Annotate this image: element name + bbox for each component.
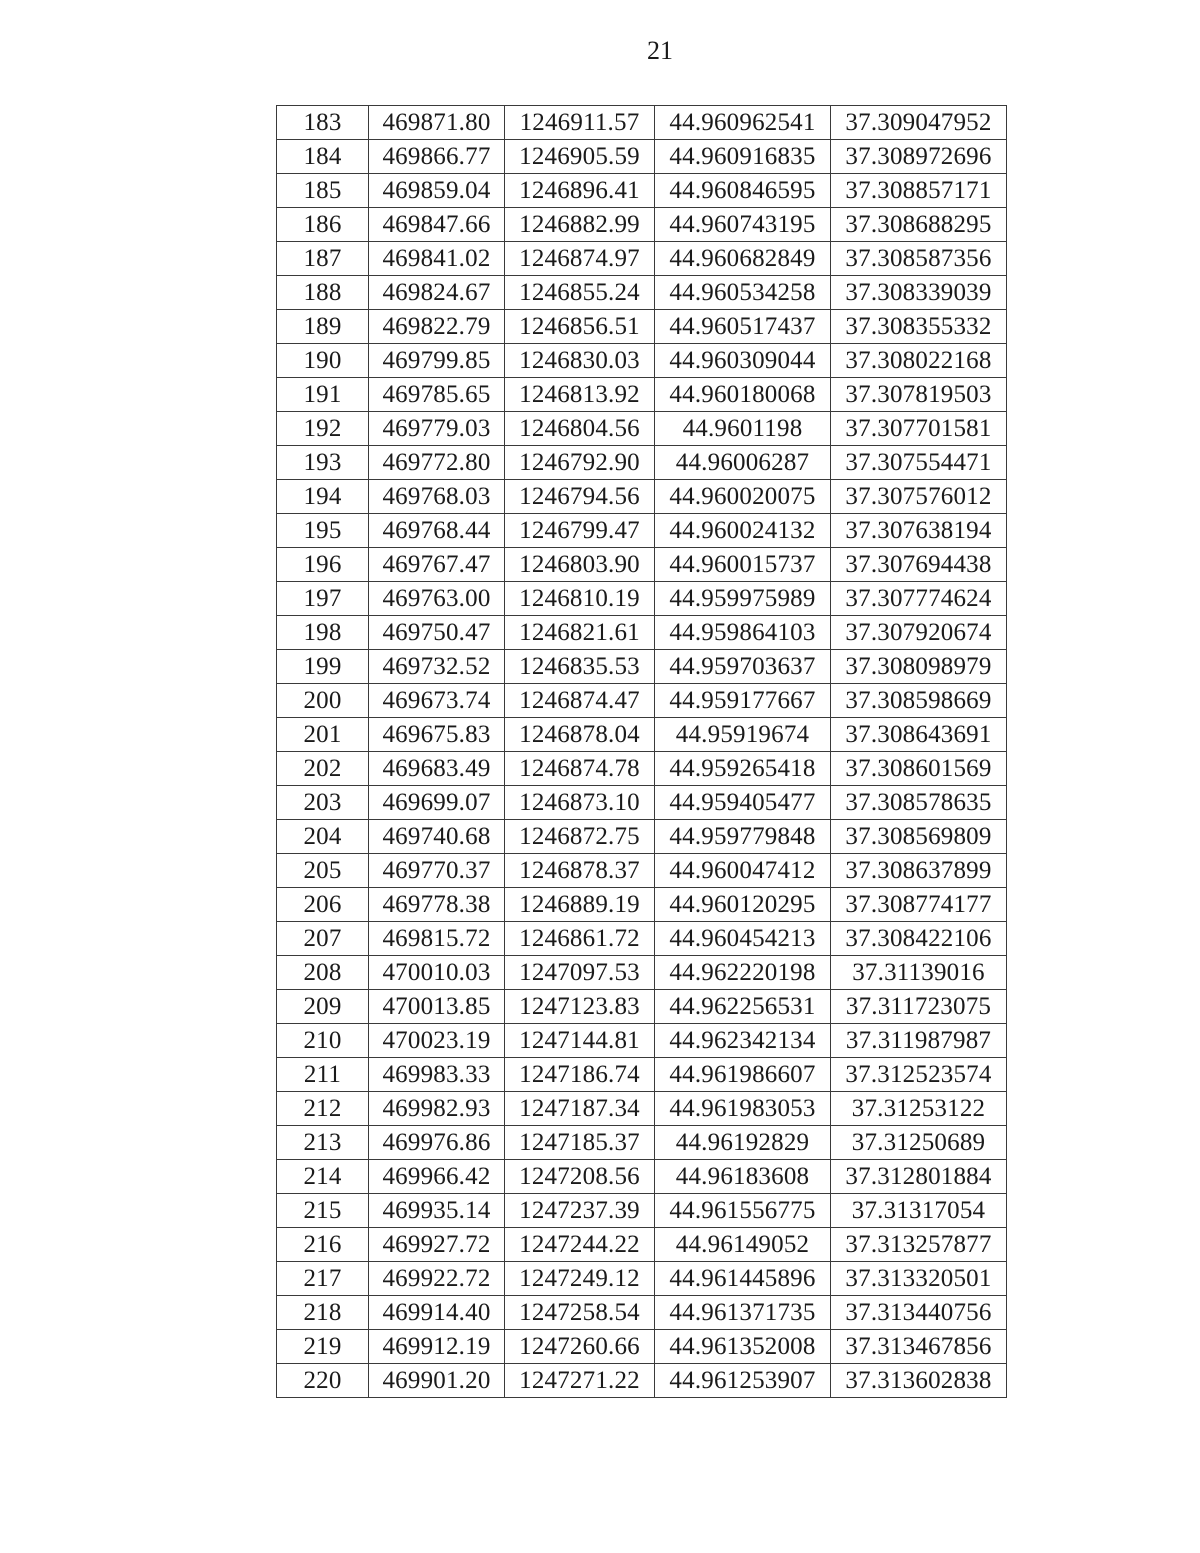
y-coordinate-cell: 1246889.19 bbox=[505, 888, 655, 922]
latitude-cell: 44.959703637 bbox=[655, 650, 831, 684]
point-number-cell: 200 bbox=[277, 684, 369, 718]
longitude-cell: 37.308857171 bbox=[831, 174, 1007, 208]
y-coordinate-cell: 1246810.19 bbox=[505, 582, 655, 616]
latitude-cell: 44.960024132 bbox=[655, 514, 831, 548]
x-coordinate-cell: 469779.03 bbox=[369, 412, 505, 446]
y-coordinate-cell: 1246874.97 bbox=[505, 242, 655, 276]
latitude-cell: 44.960916835 bbox=[655, 140, 831, 174]
table-row bbox=[277, 1160, 1007, 1194]
table-row bbox=[277, 1194, 1007, 1228]
y-coordinate-cell: 1247244.22 bbox=[505, 1228, 655, 1262]
x-coordinate-cell: 469966.42 bbox=[369, 1160, 505, 1194]
table-row bbox=[277, 1262, 1007, 1296]
point-number-cell: 218 bbox=[277, 1296, 369, 1330]
x-coordinate-cell: 469983.33 bbox=[369, 1058, 505, 1092]
y-coordinate-cell: 1246861.72 bbox=[505, 922, 655, 956]
y-coordinate-cell: 1247123.83 bbox=[505, 990, 655, 1024]
longitude-cell: 37.313320501 bbox=[831, 1262, 1007, 1296]
x-coordinate-cell: 469768.44 bbox=[369, 514, 505, 548]
table-row bbox=[277, 1364, 1007, 1398]
point-number-cell: 216 bbox=[277, 1228, 369, 1262]
table-row bbox=[277, 752, 1007, 786]
longitude-cell: 37.308972696 bbox=[831, 140, 1007, 174]
coordinates-table bbox=[276, 105, 1007, 1398]
x-coordinate-cell: 469767.47 bbox=[369, 548, 505, 582]
y-coordinate-cell: 1247185.37 bbox=[505, 1126, 655, 1160]
x-coordinate-cell: 470023.19 bbox=[369, 1024, 505, 1058]
x-coordinate-cell: 469859.04 bbox=[369, 174, 505, 208]
x-coordinate-cell: 469927.72 bbox=[369, 1228, 505, 1262]
x-coordinate-cell: 469799.85 bbox=[369, 344, 505, 378]
x-coordinate-cell: 469871.80 bbox=[369, 106, 505, 140]
table-row bbox=[277, 242, 1007, 276]
y-coordinate-cell: 1246794.56 bbox=[505, 480, 655, 514]
longitude-cell: 37.308569809 bbox=[831, 820, 1007, 854]
table-row bbox=[277, 276, 1007, 310]
longitude-cell: 37.313440756 bbox=[831, 1296, 1007, 1330]
longitude-cell: 37.312523574 bbox=[831, 1058, 1007, 1092]
x-coordinate-cell: 469901.20 bbox=[369, 1364, 505, 1398]
latitude-cell: 44.959405477 bbox=[655, 786, 831, 820]
x-coordinate-cell: 469772.80 bbox=[369, 446, 505, 480]
longitude-cell: 37.308578635 bbox=[831, 786, 1007, 820]
table-row bbox=[277, 106, 1007, 140]
y-coordinate-cell: 1246874.47 bbox=[505, 684, 655, 718]
x-coordinate-cell: 469866.77 bbox=[369, 140, 505, 174]
y-coordinate-cell: 1246813.92 bbox=[505, 378, 655, 412]
longitude-cell: 37.312801884 bbox=[831, 1160, 1007, 1194]
y-coordinate-cell: 1246855.24 bbox=[505, 276, 655, 310]
table-row bbox=[277, 480, 1007, 514]
latitude-cell: 44.960682849 bbox=[655, 242, 831, 276]
latitude-cell: 44.959779848 bbox=[655, 820, 831, 854]
latitude-cell: 44.962220198 bbox=[655, 956, 831, 990]
table-row bbox=[277, 378, 1007, 412]
table-row bbox=[277, 1058, 1007, 1092]
table-row bbox=[277, 888, 1007, 922]
page-number: 21 bbox=[647, 36, 673, 65]
y-coordinate-cell: 1246905.59 bbox=[505, 140, 655, 174]
longitude-cell: 37.308601569 bbox=[831, 752, 1007, 786]
x-coordinate-cell: 469699.07 bbox=[369, 786, 505, 820]
point-number-cell: 207 bbox=[277, 922, 369, 956]
point-number-cell: 219 bbox=[277, 1330, 369, 1364]
y-coordinate-cell: 1247097.53 bbox=[505, 956, 655, 990]
latitude-cell: 44.960309044 bbox=[655, 344, 831, 378]
y-coordinate-cell: 1246878.37 bbox=[505, 854, 655, 888]
longitude-cell: 37.308637899 bbox=[831, 854, 1007, 888]
point-number-cell: 215 bbox=[277, 1194, 369, 1228]
x-coordinate-cell: 469935.14 bbox=[369, 1194, 505, 1228]
longitude-cell: 37.31317054 bbox=[831, 1194, 1007, 1228]
table-row bbox=[277, 854, 1007, 888]
y-coordinate-cell: 1246835.53 bbox=[505, 650, 655, 684]
table-row bbox=[277, 1330, 1007, 1364]
longitude-cell: 37.31250689 bbox=[831, 1126, 1007, 1160]
longitude-cell: 37.308355332 bbox=[831, 310, 1007, 344]
table-row bbox=[277, 582, 1007, 616]
latitude-cell: 44.96183608 bbox=[655, 1160, 831, 1194]
latitude-cell: 44.959177667 bbox=[655, 684, 831, 718]
x-coordinate-cell: 469922.72 bbox=[369, 1262, 505, 1296]
longitude-cell: 37.308598669 bbox=[831, 684, 1007, 718]
table-row bbox=[277, 684, 1007, 718]
longitude-cell: 37.308587356 bbox=[831, 242, 1007, 276]
point-number-cell: 184 bbox=[277, 140, 369, 174]
latitude-cell: 44.960015737 bbox=[655, 548, 831, 582]
latitude-cell: 44.959265418 bbox=[655, 752, 831, 786]
longitude-cell: 37.307920674 bbox=[831, 616, 1007, 650]
latitude-cell: 44.962256531 bbox=[655, 990, 831, 1024]
point-number-cell: 201 bbox=[277, 718, 369, 752]
y-coordinate-cell: 1247258.54 bbox=[505, 1296, 655, 1330]
table-row bbox=[277, 548, 1007, 582]
table-row bbox=[277, 446, 1007, 480]
latitude-cell: 44.961352008 bbox=[655, 1330, 831, 1364]
latitude-cell: 44.961983053 bbox=[655, 1092, 831, 1126]
longitude-cell: 37.31139016 bbox=[831, 956, 1007, 990]
latitude-cell: 44.961986607 bbox=[655, 1058, 831, 1092]
point-number-cell: 187 bbox=[277, 242, 369, 276]
longitude-cell: 37.308422106 bbox=[831, 922, 1007, 956]
point-number-cell: 190 bbox=[277, 344, 369, 378]
latitude-cell: 44.960180068 bbox=[655, 378, 831, 412]
longitude-cell: 37.308022168 bbox=[831, 344, 1007, 378]
table-row bbox=[277, 208, 1007, 242]
x-coordinate-cell: 469740.68 bbox=[369, 820, 505, 854]
y-coordinate-cell: 1247249.12 bbox=[505, 1262, 655, 1296]
point-number-cell: 212 bbox=[277, 1092, 369, 1126]
y-coordinate-cell: 1246896.41 bbox=[505, 174, 655, 208]
table-row bbox=[277, 1092, 1007, 1126]
table-row bbox=[277, 1296, 1007, 1330]
longitude-cell: 37.308339039 bbox=[831, 276, 1007, 310]
longitude-cell: 37.307576012 bbox=[831, 480, 1007, 514]
latitude-cell: 44.9601198 bbox=[655, 412, 831, 446]
y-coordinate-cell: 1246911.57 bbox=[505, 106, 655, 140]
x-coordinate-cell: 469673.74 bbox=[369, 684, 505, 718]
x-coordinate-cell: 469683.49 bbox=[369, 752, 505, 786]
y-coordinate-cell: 1247187.34 bbox=[505, 1092, 655, 1126]
latitude-cell: 44.961445896 bbox=[655, 1262, 831, 1296]
y-coordinate-cell: 1247208.56 bbox=[505, 1160, 655, 1194]
point-number-cell: 217 bbox=[277, 1262, 369, 1296]
point-number-cell: 205 bbox=[277, 854, 369, 888]
point-number-cell: 192 bbox=[277, 412, 369, 446]
longitude-cell: 37.308774177 bbox=[831, 888, 1007, 922]
point-number-cell: 195 bbox=[277, 514, 369, 548]
point-number-cell: 209 bbox=[277, 990, 369, 1024]
latitude-cell: 44.959975989 bbox=[655, 582, 831, 616]
point-number-cell: 191 bbox=[277, 378, 369, 412]
table-row bbox=[277, 616, 1007, 650]
latitude-cell: 44.96192829 bbox=[655, 1126, 831, 1160]
latitude-cell: 44.96149052 bbox=[655, 1228, 831, 1262]
longitude-cell: 37.308098979 bbox=[831, 650, 1007, 684]
point-number-cell: 189 bbox=[277, 310, 369, 344]
table-row bbox=[277, 174, 1007, 208]
latitude-cell: 44.961253907 bbox=[655, 1364, 831, 1398]
longitude-cell: 37.309047952 bbox=[831, 106, 1007, 140]
table-row bbox=[277, 990, 1007, 1024]
point-number-cell: 202 bbox=[277, 752, 369, 786]
x-coordinate-cell: 469785.65 bbox=[369, 378, 505, 412]
point-number-cell: 194 bbox=[277, 480, 369, 514]
latitude-cell: 44.959864103 bbox=[655, 616, 831, 650]
table-row bbox=[277, 820, 1007, 854]
longitude-cell: 37.307774624 bbox=[831, 582, 1007, 616]
table-row bbox=[277, 1024, 1007, 1058]
point-number-cell: 220 bbox=[277, 1364, 369, 1398]
y-coordinate-cell: 1246821.61 bbox=[505, 616, 655, 650]
y-coordinate-cell: 1247237.39 bbox=[505, 1194, 655, 1228]
longitude-cell: 37.307701581 bbox=[831, 412, 1007, 446]
longitude-cell: 37.313257877 bbox=[831, 1228, 1007, 1262]
y-coordinate-cell: 1246878.04 bbox=[505, 718, 655, 752]
x-coordinate-cell: 469912.19 bbox=[369, 1330, 505, 1364]
y-coordinate-cell: 1247260.66 bbox=[505, 1330, 655, 1364]
table-row bbox=[277, 514, 1007, 548]
point-number-cell: 204 bbox=[277, 820, 369, 854]
point-number-cell: 213 bbox=[277, 1126, 369, 1160]
y-coordinate-cell: 1246799.47 bbox=[505, 514, 655, 548]
x-coordinate-cell: 469914.40 bbox=[369, 1296, 505, 1330]
y-coordinate-cell: 1246874.78 bbox=[505, 752, 655, 786]
latitude-cell: 44.960962541 bbox=[655, 106, 831, 140]
y-coordinate-cell: 1246792.90 bbox=[505, 446, 655, 480]
point-number-cell: 199 bbox=[277, 650, 369, 684]
x-coordinate-cell: 469675.83 bbox=[369, 718, 505, 752]
longitude-cell: 37.313467856 bbox=[831, 1330, 1007, 1364]
longitude-cell: 37.307638194 bbox=[831, 514, 1007, 548]
x-coordinate-cell: 469822.79 bbox=[369, 310, 505, 344]
point-number-cell: 197 bbox=[277, 582, 369, 616]
point-number-cell: 206 bbox=[277, 888, 369, 922]
table-row bbox=[277, 956, 1007, 990]
point-number-cell: 208 bbox=[277, 956, 369, 990]
point-number-cell: 210 bbox=[277, 1024, 369, 1058]
y-coordinate-cell: 1246873.10 bbox=[505, 786, 655, 820]
x-coordinate-cell: 469763.00 bbox=[369, 582, 505, 616]
y-coordinate-cell: 1247271.22 bbox=[505, 1364, 655, 1398]
point-number-cell: 193 bbox=[277, 446, 369, 480]
latitude-cell: 44.95919674 bbox=[655, 718, 831, 752]
longitude-cell: 37.31253122 bbox=[831, 1092, 1007, 1126]
point-number-cell: 198 bbox=[277, 616, 369, 650]
x-coordinate-cell: 469768.03 bbox=[369, 480, 505, 514]
x-coordinate-cell: 469815.72 bbox=[369, 922, 505, 956]
x-coordinate-cell: 470010.03 bbox=[369, 956, 505, 990]
latitude-cell: 44.960047412 bbox=[655, 854, 831, 888]
y-coordinate-cell: 1246872.75 bbox=[505, 820, 655, 854]
longitude-cell: 37.311987987 bbox=[831, 1024, 1007, 1058]
table-row bbox=[277, 718, 1007, 752]
point-number-cell: 183 bbox=[277, 106, 369, 140]
latitude-cell: 44.961371735 bbox=[655, 1296, 831, 1330]
x-coordinate-cell: 469982.93 bbox=[369, 1092, 505, 1126]
table-row bbox=[277, 310, 1007, 344]
point-number-cell: 186 bbox=[277, 208, 369, 242]
latitude-cell: 44.961556775 bbox=[655, 1194, 831, 1228]
latitude-cell: 44.960846595 bbox=[655, 174, 831, 208]
x-coordinate-cell: 469732.52 bbox=[369, 650, 505, 684]
y-coordinate-cell: 1246803.90 bbox=[505, 548, 655, 582]
y-coordinate-cell: 1246882.99 bbox=[505, 208, 655, 242]
latitude-cell: 44.96006287 bbox=[655, 446, 831, 480]
y-coordinate-cell: 1247144.81 bbox=[505, 1024, 655, 1058]
point-number-cell: 185 bbox=[277, 174, 369, 208]
table-row bbox=[277, 1228, 1007, 1262]
longitude-cell: 37.311723075 bbox=[831, 990, 1007, 1024]
y-coordinate-cell: 1246804.56 bbox=[505, 412, 655, 446]
latitude-cell: 44.960020075 bbox=[655, 480, 831, 514]
x-coordinate-cell: 469847.66 bbox=[369, 208, 505, 242]
longitude-cell: 37.307694438 bbox=[831, 548, 1007, 582]
x-coordinate-cell: 469976.86 bbox=[369, 1126, 505, 1160]
y-coordinate-cell: 1246856.51 bbox=[505, 310, 655, 344]
longitude-cell: 37.313602838 bbox=[831, 1364, 1007, 1398]
longitude-cell: 37.308688295 bbox=[831, 208, 1007, 242]
table-row bbox=[277, 786, 1007, 820]
latitude-cell: 44.960454213 bbox=[655, 922, 831, 956]
point-number-cell: 211 bbox=[277, 1058, 369, 1092]
latitude-cell: 44.960517437 bbox=[655, 310, 831, 344]
y-coordinate-cell: 1247186.74 bbox=[505, 1058, 655, 1092]
latitude-cell: 44.960120295 bbox=[655, 888, 831, 922]
latitude-cell: 44.960534258 bbox=[655, 276, 831, 310]
longitude-cell: 37.307554471 bbox=[831, 446, 1007, 480]
point-number-cell: 203 bbox=[277, 786, 369, 820]
table-row bbox=[277, 650, 1007, 684]
x-coordinate-cell: 469824.67 bbox=[369, 276, 505, 310]
x-coordinate-cell: 469750.47 bbox=[369, 616, 505, 650]
point-number-cell: 188 bbox=[277, 276, 369, 310]
x-coordinate-cell: 469770.37 bbox=[369, 854, 505, 888]
table-row bbox=[277, 344, 1007, 378]
point-number-cell: 196 bbox=[277, 548, 369, 582]
x-coordinate-cell: 470013.85 bbox=[369, 990, 505, 1024]
longitude-cell: 37.308643691 bbox=[831, 718, 1007, 752]
table-row bbox=[277, 412, 1007, 446]
longitude-cell: 37.307819503 bbox=[831, 378, 1007, 412]
latitude-cell: 44.962342134 bbox=[655, 1024, 831, 1058]
x-coordinate-cell: 469841.02 bbox=[369, 242, 505, 276]
table-row bbox=[277, 1126, 1007, 1160]
table-row bbox=[277, 922, 1007, 956]
latitude-cell: 44.960743195 bbox=[655, 208, 831, 242]
y-coordinate-cell: 1246830.03 bbox=[505, 344, 655, 378]
x-coordinate-cell: 469778.38 bbox=[369, 888, 505, 922]
table-row bbox=[277, 140, 1007, 174]
point-number-cell: 214 bbox=[277, 1160, 369, 1194]
coordinates-table-body bbox=[277, 106, 1007, 1398]
